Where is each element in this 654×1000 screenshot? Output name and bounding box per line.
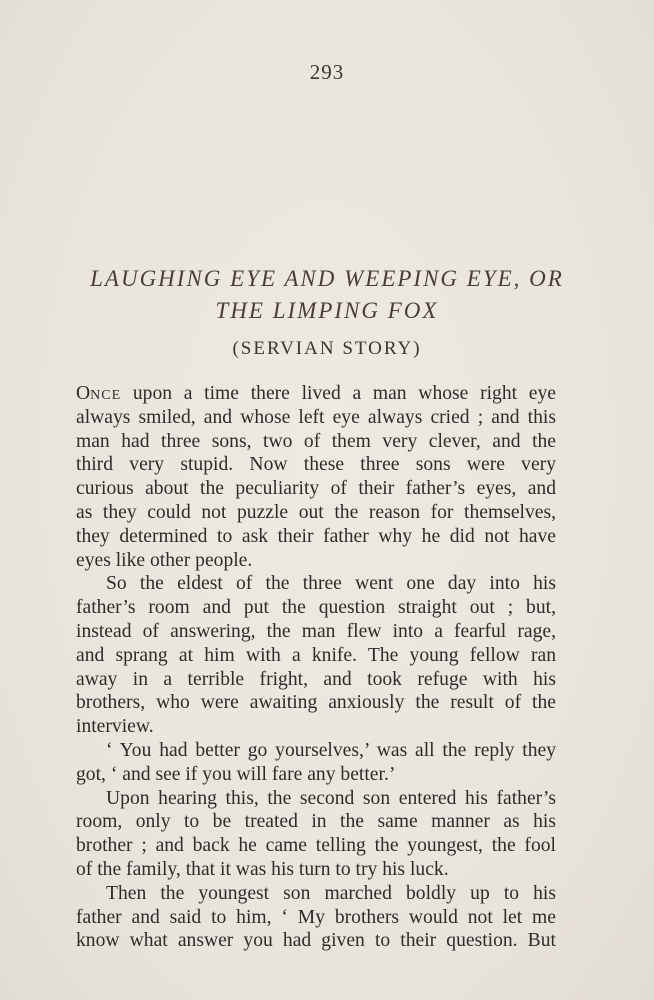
text-line: always smiled, and whose left eye always cried ; and this <box>76 406 556 428</box>
story-body <box>76 382 556 953</box>
text-line: away in a terrible fright, and took refuge with his <box>76 668 556 690</box>
text-line: of the family, that it was his turn to try his luck. <box>76 858 449 880</box>
text-line: father’s room and put the question straight out ; but, <box>76 597 556 619</box>
text-line: Upon hearing this, the second son entered his father’s <box>106 787 556 809</box>
text-line: father and said to him, ‘ My brothers would not let me <box>76 906 556 928</box>
text-line: as they could not puzzle out the reason for themselves, <box>76 501 556 523</box>
text-line: man had three sons, two of them very clever, and the <box>76 430 556 452</box>
text-line: and sprang at him with a knife. The young fellow ran <box>76 644 556 666</box>
text-line: room, only to be treated in the same manner as his <box>76 811 556 833</box>
text-line: So the eldest of the three went one day into his <box>106 573 556 595</box>
text-line <box>76 382 556 406</box>
text-line: curious about the peculiarity of their father’s eyes, and <box>76 478 556 500</box>
story-title-line-1: LAUGHING EYE AND WEEPING EYE, OR <box>90 266 564 291</box>
text-line: brothers, who were awaiting anxiously the result of the <box>76 692 556 714</box>
text-line: third very stupid. Now these three sons were very <box>76 454 556 476</box>
text-line: ‘ You had better go yourselves,’ was all the reply they <box>106 739 556 761</box>
story-title-line-2: THE LIMPING FOX <box>215 298 439 323</box>
text-line-content: upon a time there lived a man whose right eye <box>121 383 556 404</box>
page-number: 293 <box>309 60 345 84</box>
text-line: got, ‘ and see if you will fare any better.’ <box>76 763 396 785</box>
text-line: eyes like other people. <box>76 549 253 571</box>
text-line: they determined to ask their father why he did not have <box>76 525 556 547</box>
text-line: instead of answering, the man flew into a fearful rage, <box>76 620 556 642</box>
text-line: brother ; and back he came telling the youngest, the fool <box>76 835 556 857</box>
story-subtitle: (SERVIAN STORY) <box>232 338 422 359</box>
text-line: know what answer you had given to their question. But <box>76 930 556 952</box>
opening-smallcaps: NCE <box>90 388 122 403</box>
text-line: interview. <box>76 716 154 738</box>
text-line: Then the youngest son marched boldly up to his <box>106 882 556 904</box>
opening-capital: O <box>76 383 91 404</box>
